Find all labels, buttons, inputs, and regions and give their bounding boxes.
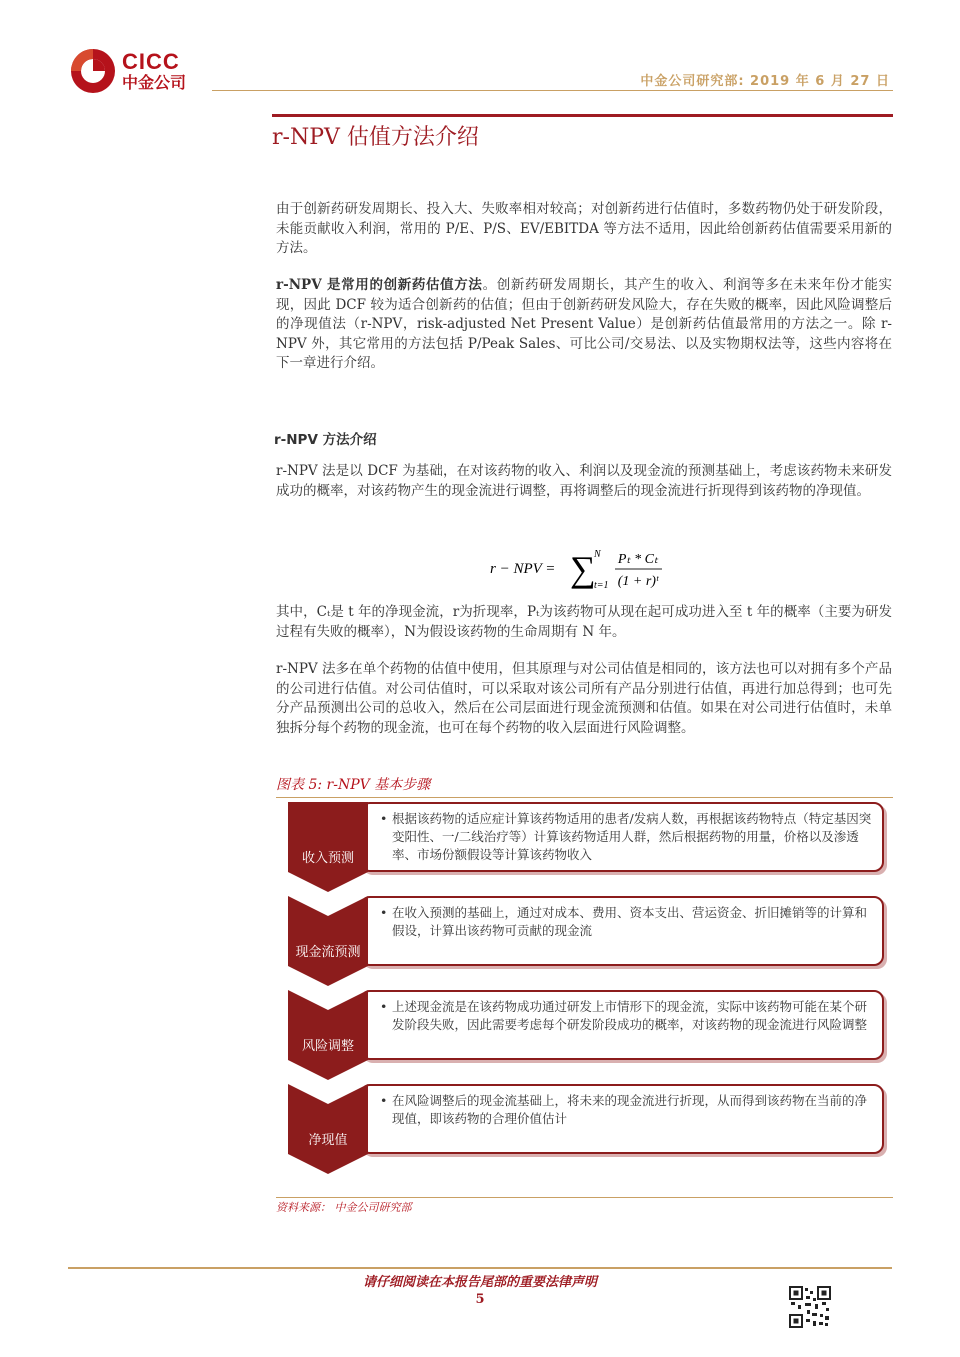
formula-graphic [490, 543, 690, 593]
figure-title: 图表 5: r-NPV 基本步骤 [276, 777, 431, 793]
paragraph-variables [276, 603, 892, 642]
paragraph-intro-text: 由于创新药研发周期长、投入大、失败率相对较高；对创新药进行估值时，多数药物仍处于研发阶段，未能贡献收入利润，常用的 P/E、P/S、EV/EBITDA 等方法不适用，因此给创新药估值需要采用新的方法。 [276, 201, 892, 256]
cicc-logo [70, 48, 186, 94]
paragraph-rnpv-common-text [276, 276, 892, 374]
step-description: 上述现金流是在该药物成功通过研发上市情形下的现金流，实际中该药物可能在某个研发阶段失败，因此需要考虑每个研发阶段成功的概率，对该药物的现金流进行风险调整 [392, 999, 868, 1032]
header-divider [212, 90, 893, 91]
step-label: 风险调整 [301, 1039, 354, 1054]
logo-text-en: CICC [122, 49, 180, 74]
step-revenue-forecast [288, 802, 884, 872]
figure-top-rule [276, 797, 893, 798]
step-description: 根据该药物的适应症计算该药物适用的患者/发病人数，再根据该药物特点（特定基因突变阳性、一/二线治疗等）计算该药物适用人群，然后根据药物的用量，价格以及渗透率、市场份额假设等计算该药物收入 [392, 811, 872, 862]
step-description: 在风险调整后的现金流基础上，将未来的现金流进行折现，从而得到该药物在当前的净现值，即该药物的合理价值估计 [392, 1093, 868, 1126]
figure-source: 资料来源： 中金公司研究部 [276, 1201, 412, 1214]
step-description: 在收入预测的基础上，通过对成本、费用、资本支出、营运资金、折旧摊销等的计算和假设，计算出该药物可贡献的现金流 [392, 905, 868, 938]
footer-divider [68, 1267, 892, 1269]
step-label: 收入预测 [301, 851, 354, 866]
bullet-icon: • [380, 905, 388, 920]
sum-symbol: ∑ [570, 549, 596, 589]
paragraph-rest: 。创新药研发周期长，其产生的收入、利润等多在未来年份才能实现，因此 DCF 较为适合创新药的估值；但由于创新药研发风险大，存在失败的概率，因此风险调整后的净现值法（r-NPV，risk-adjusted Net Present Value）是创新药估值最常用的方法之一。除 r-NPV 外，其它常用的方法包括 P/Peak Sales、可比公司/交易法、以及实物期权法等，这些内容将在下一章进行介绍。 [276, 277, 893, 371]
paragraph-lead-bold: r-NPV 是常用的创新药估值方法 [276, 277, 483, 293]
paragraph-intro [276, 200, 892, 259]
formula-lhs: r − NPV = [490, 561, 556, 577]
qr-code-icon [789, 1286, 831, 1328]
step-cashflow-forecast [288, 896, 884, 966]
step-box [360, 990, 884, 1060]
step-box [360, 896, 884, 966]
sum-upper: N [594, 549, 601, 560]
figure-bottom-rule [276, 1197, 893, 1198]
title-divider [272, 114, 893, 117]
paragraph-method-text: r-NPV 法是以 DCF 为基础，在对该药物的收入、利润以及现金流的预测基础上，考虑该药物未来研发成功的概率，对该药物产生的现金流进行调整，再将调整后的现金流进行折现得到该药物的净现值。 [276, 463, 892, 499]
page-number: 5 [475, 1292, 485, 1307]
legal-notice: 请仔细阅读在本报告尾部的重要法律声明 [362, 1275, 597, 1290]
step-net-present-value [288, 1084, 884, 1154]
paragraph-rnpv-common [276, 276, 892, 374]
bullet-icon: • [380, 999, 388, 1014]
bullet-icon: • [380, 1093, 388, 1108]
paragraph-company-valuation [276, 660, 892, 738]
step-box [360, 802, 884, 872]
cicc-logo-icon [70, 48, 116, 94]
step-label: 现金流预测 [295, 945, 361, 960]
step-label: 净现值 [308, 1133, 348, 1148]
section-heading: r-NPV 方法介绍 [274, 432, 377, 448]
sum-lower: t=1 [594, 580, 609, 591]
paragraph-company-valuation-text: r-NPV 法多在单个药物的估值中使用，但其原理与对公司估值是相同的，该方法也可以对拥有多个产品的公司进行估值。对公司估值时，可以采取对该公司所有产品分别进行估值，再进行加总得到；也可先分产品预测出公司的总收入，然后在公司层面进行现金流预测和估值。如果在对公司进行估值时，未单独拆分每个药物的现金流，也可在每个药物的收入层面进行风险调整。 [276, 661, 892, 736]
page-title: r-NPV 估值方法介绍 [272, 125, 479, 150]
bullet-icon: • [380, 811, 388, 826]
formula-denominator: (1 + r)ᵗ [617, 574, 659, 589]
logo-text-cn: 中金公司 [122, 73, 187, 92]
report-source-date: 中金公司研究部: 2019 年 6 月 27 日 [640, 74, 890, 89]
paragraph-method [276, 462, 892, 501]
step-risk-adjustment [288, 990, 884, 1060]
rnpv-formula [490, 543, 690, 598]
step-box [360, 1084, 884, 1154]
paragraph-variables-text: 其中，Cₜ是 t 年的净现金流，r为折现率，Pₜ为该药物可从现在起可成功进入至 t 年的概率（主要为研发过程有失败的概率），N为假设该药物的生命周期有 N 年。 [276, 604, 892, 640]
formula-numerator: Pₜ * Cₜ [617, 552, 659, 567]
